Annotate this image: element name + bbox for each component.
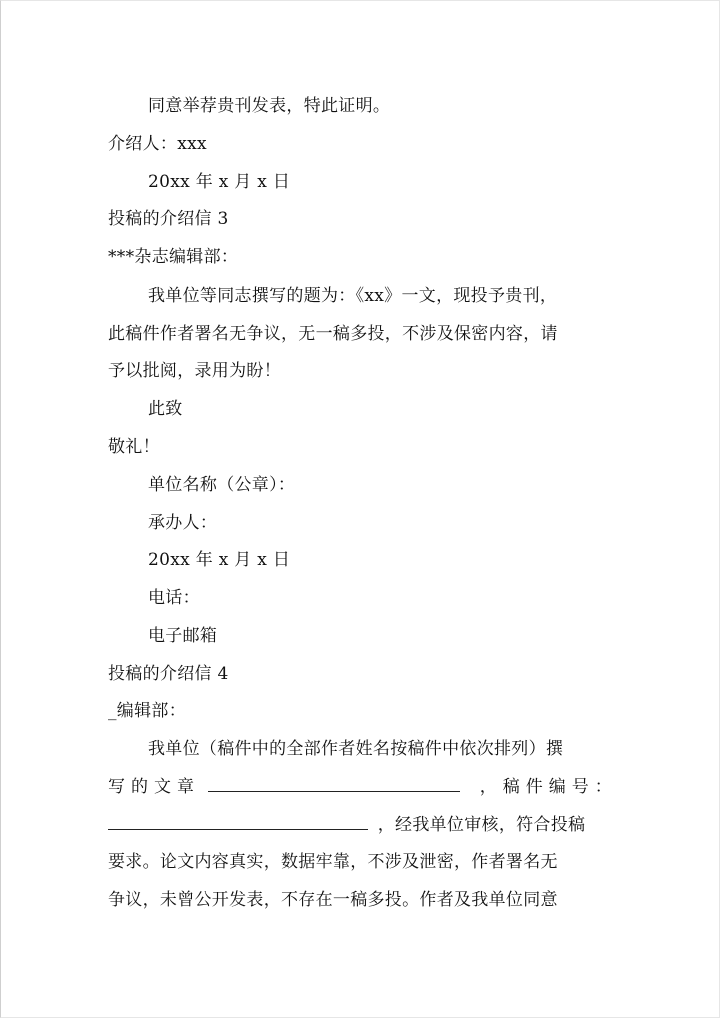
handler-line: 承办人： [148, 513, 218, 533]
body4-line-2 [108, 776, 612, 798]
recipient-4: _编辑部： [108, 701, 186, 721]
closing-cizhi: 此致 [148, 399, 183, 419]
closing-jingli: 敬礼！ [108, 437, 160, 457]
body4-article-label: 写 的 文 章 [108, 777, 195, 797]
date-line-2: 20xx 年 x 月 x 日 [148, 550, 291, 570]
body4-line-3 [108, 814, 585, 836]
article-title-blank [208, 777, 460, 792]
section-title-3: 投稿的介绍信 3 [108, 209, 229, 229]
introducer-line: 介绍人：xxx [108, 134, 207, 154]
body3-line-2: 此稿件作者署名无争议，无一稿多投，不涉及保密内容，请 [108, 324, 558, 344]
paragraph-recommend: 同意举荐贵刊发表，特此证明。 [148, 96, 391, 116]
body4-manuscript-no-label: ， 稿 件 编 号 ： [479, 777, 613, 797]
body3-line-3: 予以批阅，录用为盼！ [108, 361, 281, 381]
date-line-1: 20xx 年 x 月 x 日 [148, 172, 291, 192]
body4-line-4: 要求。论文内容真实，数据牢靠，不涉及泄密，作者署名无 [108, 852, 558, 872]
email-line: 电子邮箱 [148, 626, 218, 646]
body3-line-1: 我单位等同志撰写的题为：《xx》一文，现投予贵刊， [148, 286, 558, 306]
body4-line-3-text: ，经我单位审核，符合投稿 [377, 815, 586, 835]
body4-line-1: 我单位（稿件中的全部作者姓名按稿件中依次排列）撰 [148, 739, 564, 759]
section-title-4: 投稿的介绍信 4 [108, 664, 229, 684]
unit-name-line: 单位名称（公章）： [148, 475, 296, 495]
phone-line: 电话： [148, 588, 200, 608]
body4-line-5: 争议，未曾公开发表，不存在一稿多投。作者及我单位同意 [108, 890, 558, 910]
manuscript-number-blank [108, 815, 368, 830]
recipient-3: ***杂志编辑部： [108, 247, 239, 267]
